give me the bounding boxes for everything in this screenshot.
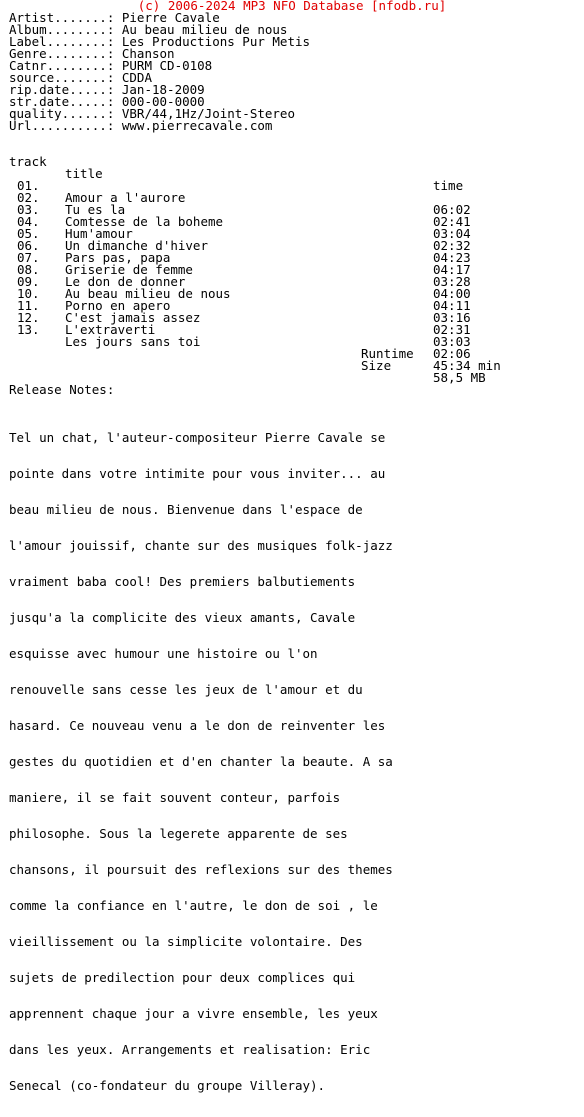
- track-title: Amour a l'aurore: [65, 190, 186, 205]
- runtime-value: 45:34 min: [433, 358, 501, 373]
- info-catnr: Catnr........: PURM CD-0108: [9, 58, 213, 73]
- notes-line: Senecal (co-fondateur du groupe Villeray).: [9, 1078, 326, 1093]
- info-album: Album........: Au beau milieu de nous: [9, 22, 288, 37]
- track-number: 01.: [17, 178, 40, 193]
- notes-line: apprennent chaque jour a vivre ensemble, les yeux: [9, 1006, 378, 1021]
- track-number: 11.: [17, 298, 40, 313]
- release-info: [9, 12, 579, 132]
- info-label: Label........: Les Productions Pur Metis: [9, 34, 311, 49]
- nfodb-copyright-link[interactable]: (c) 2006-2024 MP3 NFO Database [nfodb.ru]: [137, 0, 447, 13]
- track-title: L'extraverti: [65, 322, 156, 337]
- track-time: 02:41: [433, 214, 471, 229]
- info-genre: Genre........: Chanson: [9, 46, 175, 61]
- notes-line: Tel un chat, l'auteur-compositeur Pierre Cavale se: [9, 430, 386, 445]
- size-label: Size: [361, 358, 392, 373]
- track-title: Tu es la: [65, 202, 126, 217]
- info-rip-date: rip.date.....: Jan-18-2009: [9, 82, 205, 97]
- track-number: 13.: [17, 322, 40, 337]
- track-time: 04:23: [433, 250, 471, 265]
- track-time: 04:00: [433, 286, 471, 301]
- track-title: Porno en apero: [65, 298, 171, 313]
- notes-line: sujets de predilection pour deux complices qui: [9, 970, 356, 985]
- notes-line: l'amour jouissif, chante sur des musiques folk-jazz: [9, 538, 393, 553]
- track-title: Pars pas, papa: [65, 250, 171, 265]
- title-column-header: title: [65, 166, 103, 181]
- notes-line: jusqu'a la complicite des vieux amants, Cavale: [9, 610, 356, 625]
- track-title: Les jours sans toi: [65, 334, 201, 349]
- track-time: 03:04: [433, 226, 471, 241]
- info-source: source.......: CDDA: [9, 70, 152, 85]
- track-number: 08.: [17, 262, 40, 277]
- track-title: Hum'amour: [65, 226, 133, 241]
- track-number: 02.: [17, 190, 40, 205]
- track-number: 10.: [17, 286, 40, 301]
- notes-line: renouvelle sans cesse les jeux de l'amour et du: [9, 682, 363, 697]
- notes-line: gestes du quotidien et d'en chanter la beaute. A sa: [9, 754, 393, 769]
- track-number: 03.: [17, 202, 40, 217]
- track-time: 04:17: [433, 262, 471, 277]
- notes-line: maniere, il se fait souvent conteur, parfois: [9, 790, 341, 805]
- track-time: 06:02: [433, 202, 471, 217]
- track-title: Au beau milieu de nous: [65, 286, 231, 301]
- notes-line: chansons, il poursuit des reflexions sur des themes: [9, 862, 393, 877]
- track-number: 07.: [17, 250, 40, 265]
- release-notes-body: [9, 408, 579, 1116]
- track-time: 04:11: [433, 298, 471, 313]
- track-title: Le don de donner: [65, 274, 186, 289]
- track-number: 06.: [17, 238, 40, 253]
- nfo-document: [9, 12, 579, 1116]
- track-time: 02:32: [433, 238, 471, 253]
- size-value: 58,5 MB: [433, 370, 486, 385]
- track-column-header: track: [9, 154, 47, 169]
- track-time: 03:03: [433, 334, 471, 349]
- notes-line: comme la confiance en l'autre, le don de soi , le: [9, 898, 378, 913]
- notes-line: vraiment baba cool! Des premiers balbutiements: [9, 574, 356, 589]
- runtime-label: Runtime: [361, 346, 414, 361]
- track-time: 02:31: [433, 322, 471, 337]
- track-title: C'est jamais assez: [65, 310, 201, 325]
- info-str-date: str.date.....: 000-00-0000: [9, 94, 205, 109]
- info-artist: Artist.......: Pierre Cavale: [9, 10, 220, 25]
- track-time: 03:16: [433, 310, 471, 325]
- notes-line: dans les yeux. Arrangements et realisation: Eric: [9, 1042, 371, 1057]
- notes-line: philosophe. Sous la legerete apparente de ses: [9, 826, 348, 841]
- time-column-header: time: [433, 178, 464, 193]
- notes-line: esquisse avec humour une histoire ou l'on: [9, 646, 318, 661]
- notes-line: hasard. Ce nouveau venu a le don de reinventer les: [9, 718, 386, 733]
- notes-line: vieillissement ou la simplicite volontaire. Des: [9, 934, 363, 949]
- notes-line: beau milieu de nous. Bienvenue dans l'espace de: [9, 502, 363, 517]
- track-number: 12.: [17, 310, 40, 325]
- track-title: Un dimanche d'hiver: [65, 238, 208, 253]
- info-url: Url..........: www.pierrecavale.com: [9, 118, 273, 133]
- track-title: Griserie de femme: [65, 262, 193, 277]
- track-number: 05.: [17, 226, 40, 241]
- track-title: Comtesse de la boheme: [65, 214, 224, 229]
- info-quality: quality......: VBR/44,1Hz/Joint-Stereo: [9, 106, 295, 121]
- notes-line: pointe dans votre intimite pour vous inviter... au: [9, 466, 386, 481]
- track-time: 02:06: [433, 346, 471, 361]
- track-number: 04.: [17, 214, 40, 229]
- track-number: 09.: [17, 274, 40, 289]
- release-notes-heading: Release Notes:: [9, 382, 115, 397]
- track-time: 03:28: [433, 274, 471, 289]
